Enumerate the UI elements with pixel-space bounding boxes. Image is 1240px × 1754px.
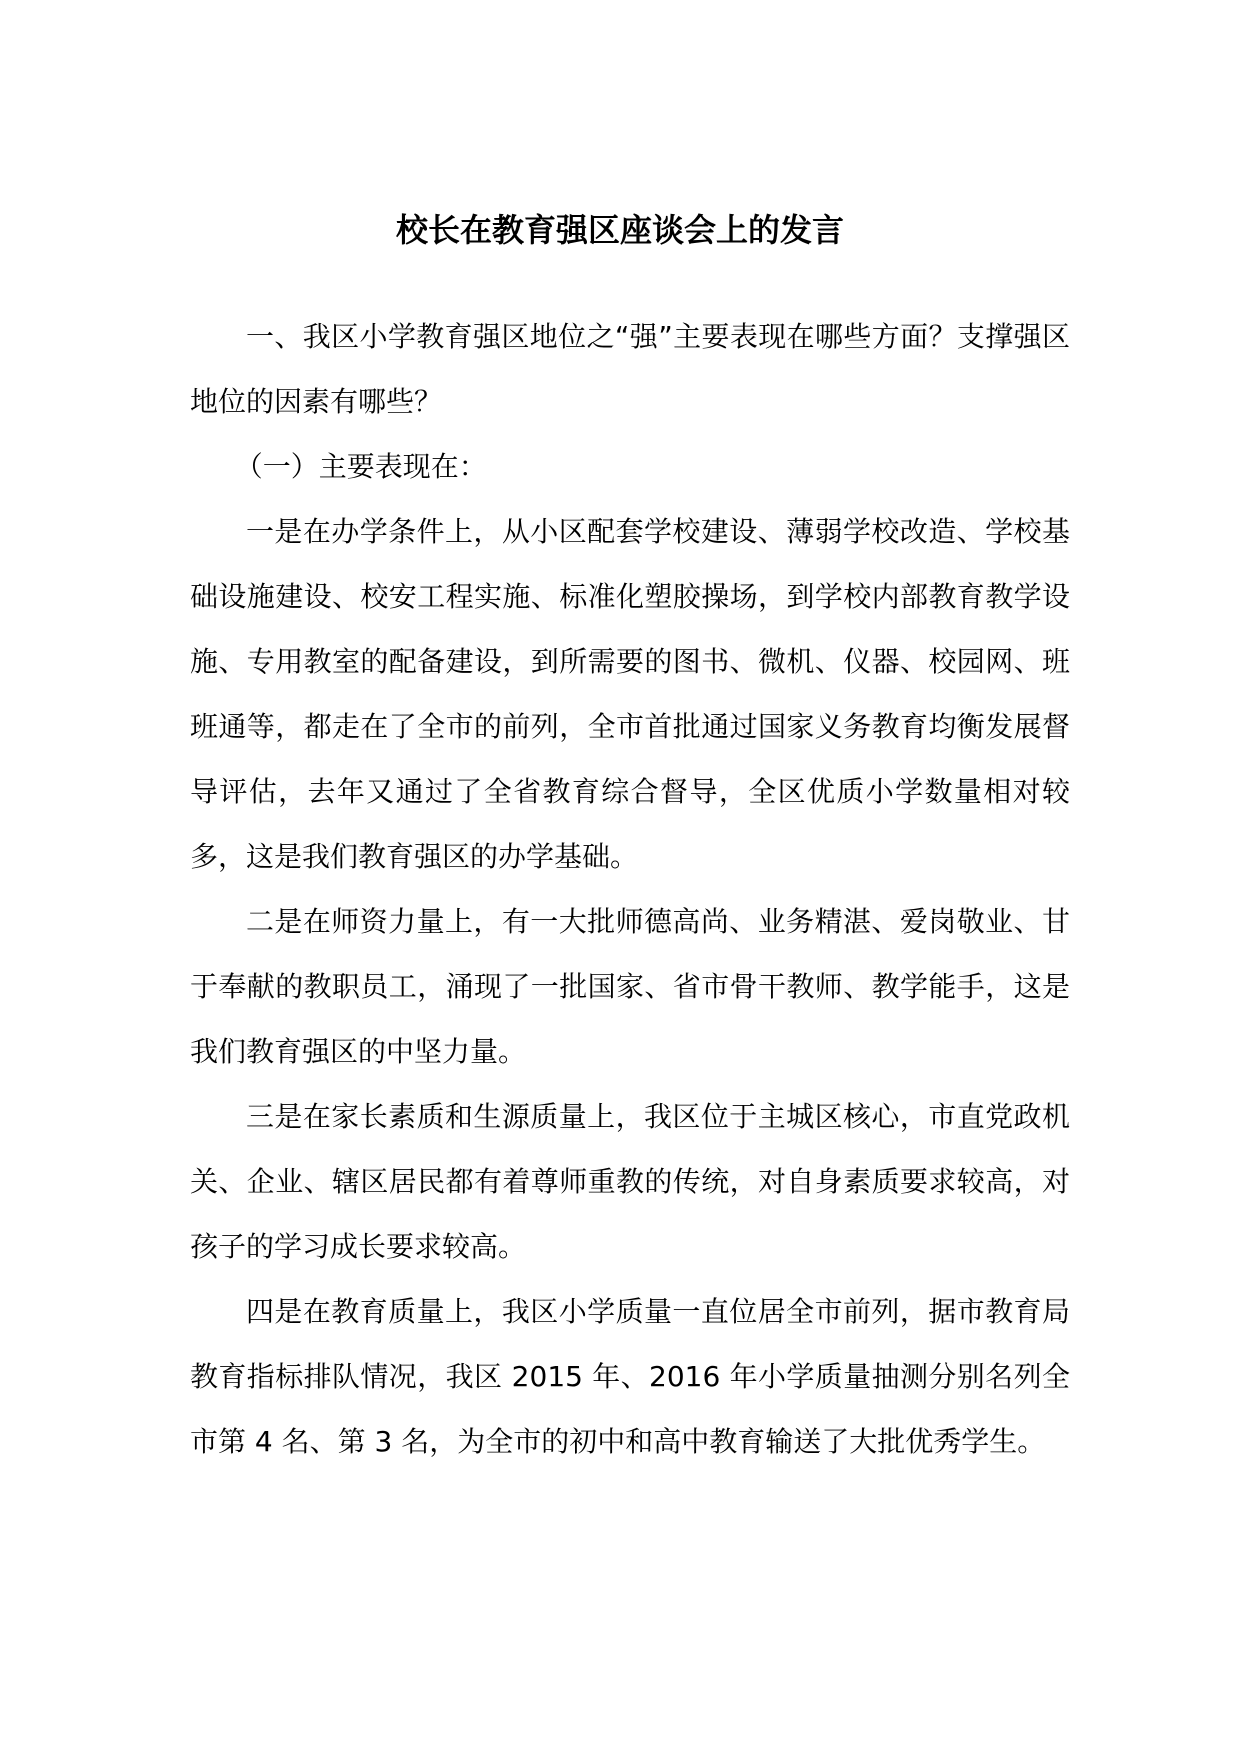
document-title: 校长在教育强区座谈会上的发言 [395, 211, 844, 249]
paragraph-teachers: 二是在师资力量上，有一大批师德高尚、业务精湛、爱岗敬业、甘于奉献的教职员工，涌现了一批国家、省市骨干教师、教学能手，这是我们教育强区的中坚力量。 [190, 905, 1070, 1068]
paragraph-subheading-1: （一）主要表现在： [234, 450, 487, 483]
document-body [190, 304, 1070, 1474]
paragraph-parents: 三是在家长素质和生源质量上，我区位于主城区核心，市直党政机关、企业、辖区居民都有着尊师重教的传统，对自身素质要求较高，对孩子的学习成长要求较高。 [190, 1100, 1070, 1263]
paragraph-quality: 四是在教育质量上，我区小学质量一直位居全市前列，据市教育局教育指标排队情况，我区 2015 年、2016 年小学质量抽测分别名列全市第 4 名、第 3 名，为全市的初中和高中教育输送了大批优秀学生。 [190, 1295, 1070, 1458]
paragraph-question-1: 一、我区小学教育强区地位之“强”主要表现在哪些方面？支撑强区地位的因素有哪些？ [190, 320, 1070, 418]
paragraph-conditions: 一是在办学条件上，从小区配套学校建设、薄弱学校改造、学校基础设施建设、校安工程实施、标准化塑胶操场，到学校内部教育教学设施、专用教室的配备建设，到所需要的图书、微机、仪器、校园网、班班通等，都走在了全市的前列，全市首批通过国家义务教育均衡发展督导评估，去年又通过了全省教育综合督导，全区优质小学数量相对较多，这是我们教育强区的办学基础。 [190, 515, 1070, 873]
